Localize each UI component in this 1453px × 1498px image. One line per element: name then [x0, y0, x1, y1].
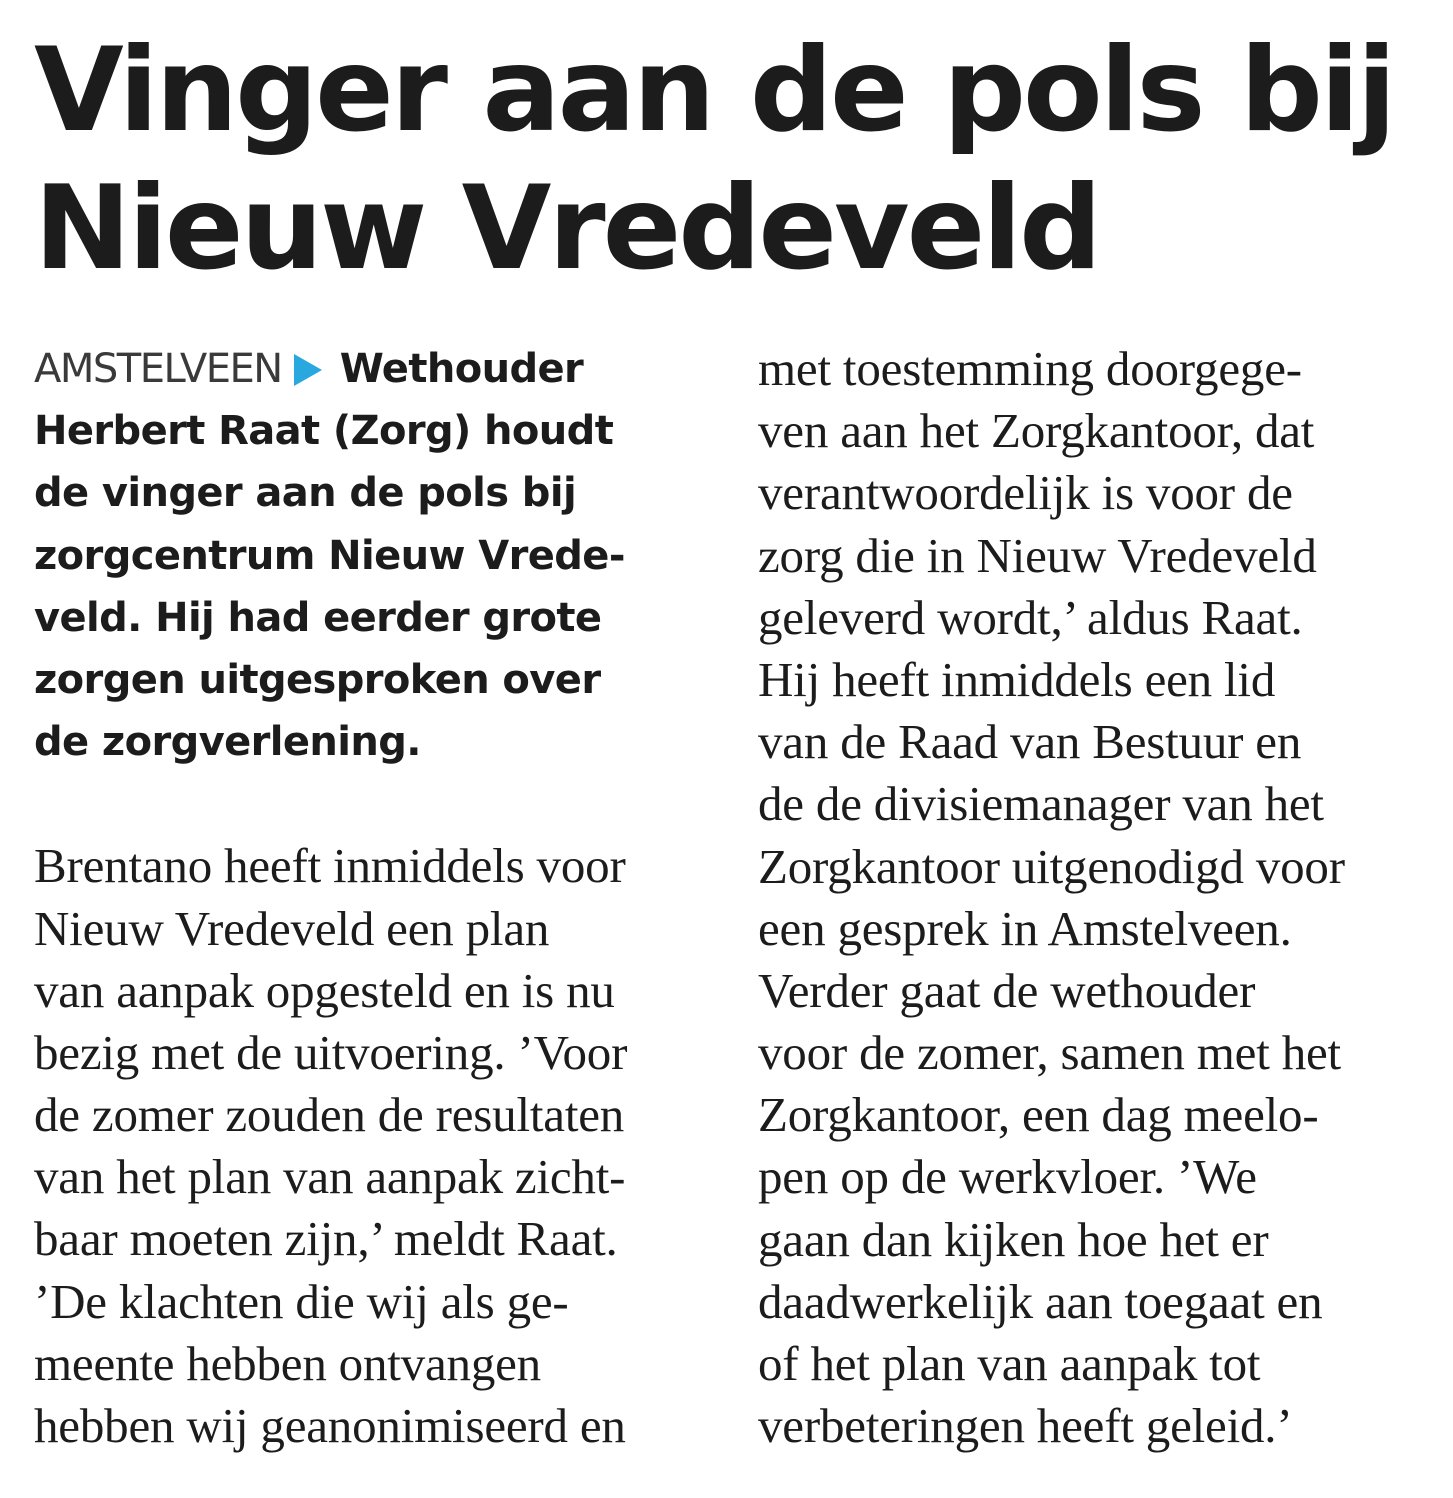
body-line: Verder gaat de wethouder — [758, 962, 1256, 1018]
article-headline — [34, 22, 1434, 298]
body-line: ven aan het Zorgkantoor, dat — [758, 403, 1315, 459]
lead-line: de zorgverlening. — [34, 719, 421, 766]
lead-line: de vinger aan de pols bij — [34, 470, 577, 517]
body-paragraph-left — [34, 835, 724, 1457]
body-line: of het plan van aanpak tot — [758, 1336, 1261, 1391]
paragraph-gap — [34, 773, 724, 835]
body-line: baar moeten zijn,’ meldt Raat. — [34, 1211, 618, 1267]
body-line: van de Raad van Bestuur en — [758, 714, 1302, 770]
column-left — [34, 338, 724, 1457]
body-line: hebben wij geanonimiseerd en — [34, 1398, 626, 1453]
body-line: de zomer zouden de resultaten — [34, 1087, 625, 1143]
body-line: verbeteringen heeft geleid.’ — [758, 1398, 1293, 1454]
body-line: met toestemming doorgege- — [758, 341, 1302, 396]
body-line: voor de zomer, samen met het — [758, 1025, 1341, 1081]
body-line: bezig met de uitvoering. ’Voor — [34, 1024, 628, 1080]
lead-line — [34, 338, 724, 400]
lead-line: veld. Hij had eerder grote — [34, 594, 602, 641]
lead-line: zorgen uitgesproken over — [34, 656, 601, 703]
body-line: Brentano heeft inmiddels voor — [34, 838, 626, 894]
column-right — [758, 338, 1438, 1457]
body-line: meente hebben ontvangen — [34, 1335, 541, 1391]
body-line: Nieuw Vredeveld een plan — [34, 900, 550, 956]
body-line: geleverd wordt,’ aldus Raat. — [758, 589, 1303, 645]
headline-line: Vinger aan de pols bij — [34, 23, 1394, 158]
body-line: gaan dan kijken hoe het er — [758, 1211, 1269, 1267]
body-line: van het plan van aanpak zicht- — [34, 1149, 626, 1205]
body-line: verantwoordelijk is voor de — [758, 465, 1293, 521]
body-line: de de divisiemanager van het — [758, 776, 1324, 832]
body-line: pen op de werkvloer. ’We — [758, 1149, 1257, 1205]
body-line: ’De klachten die wij als ge- — [34, 1273, 569, 1329]
dateline: AMSTELVEEN — [34, 346, 282, 392]
body-line: Hij heeft inmiddels een lid — [758, 651, 1276, 707]
lead-text: Wethouder — [339, 346, 584, 392]
body-line: daadwerkelijk aan toegaat en — [758, 1273, 1323, 1329]
headline-line: Nieuw Vredeveld — [34, 161, 1100, 296]
body-line: Zorgkantoor uitgenodigd voor — [758, 838, 1345, 894]
body-line: een gesprek in Amstelveen. — [758, 900, 1292, 956]
lead-line: zorgcentrum Nieuw Vrede- — [34, 532, 625, 579]
body-line: Zorgkantoor, een dag meelo- — [758, 1087, 1319, 1143]
triangle-right-icon — [294, 354, 322, 386]
lead-paragraph — [34, 338, 724, 773]
body-line: van aanpak opgesteld en is nu — [34, 962, 615, 1018]
lead-line: Herbert Raat (Zorg) houdt — [34, 408, 614, 455]
body-line: zorg die in Nieuw Vredeveld — [758, 527, 1317, 583]
